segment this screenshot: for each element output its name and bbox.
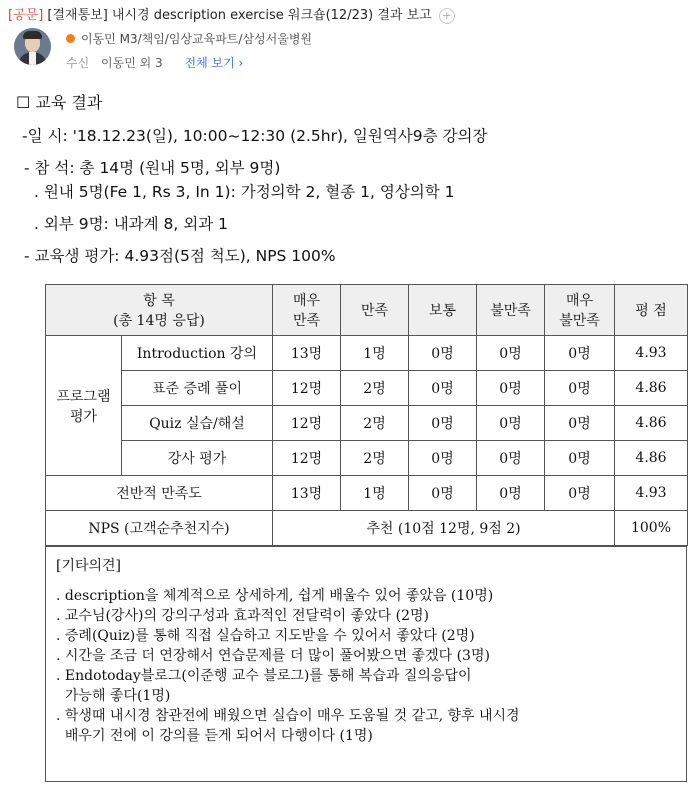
cell-neutral: 0명 xyxy=(409,371,477,406)
cell-very-dissatisfied: 0명 xyxy=(545,441,615,476)
cell-dissatisfied: 0명 xyxy=(477,441,545,476)
cell-neutral: 0명 xyxy=(409,406,477,441)
comment-item-continued: 배우기 전에 이 강의를 듣게 되어서 다행이다 (1명) xyxy=(56,728,373,744)
cell-score: 4.86 xyxy=(615,371,688,406)
comment-item: . description을 체계적으로 상세하게, 쉽게 배울수 있어 좋았음 (10명) xyxy=(56,588,494,604)
section-title: ☐ 교육 결과 xyxy=(16,93,103,112)
mail-subject xyxy=(8,4,455,24)
header-satisfied: 만족 xyxy=(341,285,409,336)
nps-detail: 추천 (10점 12명, 9점 2) xyxy=(273,511,615,546)
comment-item: . 교수님(강사)의 강의구성과 효과적인 전달력이 좋았다 (2명) xyxy=(56,608,429,624)
overall-label: 전반적 만족도 xyxy=(46,476,273,511)
cell-very-satisfied: 12명 xyxy=(273,406,341,441)
nps-label: NPS (고객순추천지수) xyxy=(46,511,273,546)
cell-dissatisfied: 0명 xyxy=(477,371,545,406)
table-row xyxy=(46,441,688,476)
row-label: Quiz 실습/해설 xyxy=(122,406,273,441)
subject-text: [결재통보] 내시경 description exercise 워크숍(12/23) 결과 보고 xyxy=(47,8,432,23)
cell-very-satisfied: 12명 xyxy=(273,371,341,406)
comment-item-continued: 가능해 좋다(1명) xyxy=(56,688,171,704)
sender-info[interactable] xyxy=(66,30,312,47)
row-label: 강사 평가 xyxy=(122,441,273,476)
table-row xyxy=(46,371,688,406)
comment-item: . 증례(Quiz)를 통해 직접 실습하고 지도받을 수 있어서 좋았다 (2명) xyxy=(56,628,475,644)
mail-header xyxy=(0,0,697,80)
cell-neutral: 0명 xyxy=(409,441,477,476)
body-line-attendance: - 참 석: 총 14명 (원내 5명, 외부 9명) xyxy=(24,159,281,177)
cell-score: 4.93 xyxy=(615,476,688,511)
cell-neutral: 0명 xyxy=(409,476,477,511)
cell-satisfied: 1명 xyxy=(341,336,409,371)
body-line-external: . 외부 9명: 내과계 8, 외과 1 xyxy=(34,215,229,233)
cell-very-satisfied: 12명 xyxy=(273,441,341,476)
header-item: 항 목 (총 14명 응답) xyxy=(46,285,273,336)
header-very-dissatisfied: 매우 불만족 xyxy=(545,285,615,336)
cell-very-dissatisfied: 0명 xyxy=(545,406,615,441)
header-neutral: 보통 xyxy=(409,285,477,336)
cell-satisfied: 1명 xyxy=(341,476,409,511)
program-group-label: 프로그램 평가 xyxy=(46,336,122,476)
status-dot-icon xyxy=(66,34,75,43)
cell-score: 4.86 xyxy=(615,406,688,441)
cell-neutral: 0명 xyxy=(409,336,477,371)
body-line-internal: . 원내 5명(Fe 1, Rs 3, In 1): 가정의학 2, 혈종 1, 영상의학 1 xyxy=(34,183,455,201)
header-score: 평 점 xyxy=(615,285,688,336)
recipients-value: 이동민 외 3 xyxy=(101,56,163,70)
cell-very-satisfied: 13명 xyxy=(273,476,341,511)
cell-score: 4.93 xyxy=(615,336,688,371)
cell-satisfied: 2명 xyxy=(341,441,409,476)
avatar[interactable] xyxy=(14,28,51,65)
sender-name: 이동민 M3/책임/임상교육파트/삼성서울병원 xyxy=(81,32,312,46)
cell-satisfied: 2명 xyxy=(341,371,409,406)
body-line-evaluation: - 교육생 평가: 4.93점(5점 척도), NPS 100% xyxy=(24,247,336,265)
cell-very-dissatisfied: 0명 xyxy=(545,336,615,371)
table-header-row xyxy=(46,285,688,336)
table-row xyxy=(46,406,688,441)
cell-score: 4.86 xyxy=(615,441,688,476)
header-very-satisfied: 매우 만족 xyxy=(273,285,341,336)
cell-dissatisfied: 0명 xyxy=(477,406,545,441)
recipients-label: 수신 xyxy=(66,56,90,70)
comment-item: . 학생때 내시경 참관전에 배웠으면 실습이 매우 도움될 것 같고, 향후 내시경 xyxy=(56,708,520,724)
comments-box xyxy=(45,546,687,782)
comment-item: . 시간을 조금 더 연장해서 연습문제를 더 많이 풀어봤으면 좋겠다 (3명) xyxy=(56,648,490,664)
recipients-row xyxy=(66,54,243,71)
cell-very-dissatisfied: 0명 xyxy=(545,476,615,511)
cell-very-satisfied: 13명 xyxy=(273,336,341,371)
nps-score: 100% xyxy=(615,511,688,546)
row-label: 표준 증례 풀이 xyxy=(122,371,273,406)
evaluation-table xyxy=(45,284,688,546)
row-label: Introduction 강의 xyxy=(122,336,273,371)
official-tag: [공문] xyxy=(8,8,44,23)
overall-row xyxy=(46,476,688,511)
comments-title: [기타의견] xyxy=(56,558,122,574)
nps-row xyxy=(46,511,688,546)
comment-item: . Endotoday블로그(이준행 교수 블로그)를 통해 복습과 질의응답이 xyxy=(56,668,472,684)
cell-satisfied: 2명 xyxy=(341,406,409,441)
cell-dissatisfied: 0명 xyxy=(477,336,545,371)
body-line-date: -일 시: '18.12.23(일), 10:00~12:30 (2.5hr), 일원역사9층 강의장 xyxy=(22,127,488,145)
plus-icon[interactable]: + xyxy=(439,8,455,24)
table-row xyxy=(46,336,688,371)
view-all-link[interactable]: 전체 보기 › xyxy=(184,56,244,70)
header-dissatisfied: 불만족 xyxy=(477,285,545,336)
cell-very-dissatisfied: 0명 xyxy=(545,371,615,406)
cell-dissatisfied: 0명 xyxy=(477,476,545,511)
